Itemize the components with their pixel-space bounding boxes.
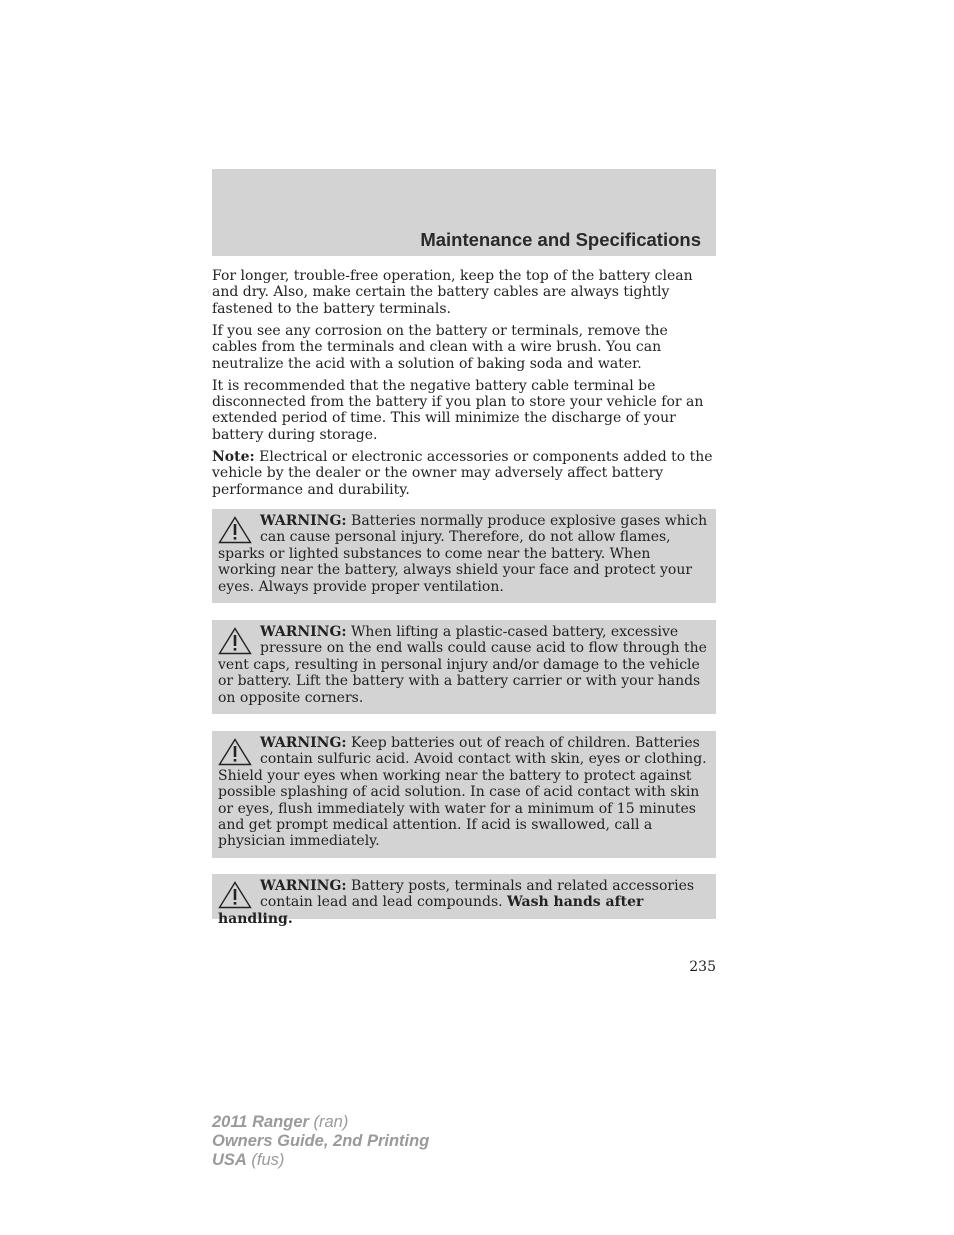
warning-box xyxy=(212,620,716,714)
warning-triangle-icon xyxy=(218,627,252,655)
footer-model-code: (ran) xyxy=(308,1113,349,1131)
footer xyxy=(212,1113,429,1170)
footer-region-code: (fus) xyxy=(246,1151,285,1169)
warning-body: Batteries normally produce explosive gases which can cause personal injury. Therefore, do not allow flames, sparks or lighted substances to come near the battery. When working near the battery, always shield your face and protect your eyes. Always provide proper ventilation. xyxy=(218,513,708,595)
warning-box xyxy=(212,874,716,927)
note-label: Note: xyxy=(212,448,255,465)
warning-label: WARNING: xyxy=(260,735,347,751)
paragraph: For longer, trouble-free operation, keep the top of the battery clean and dry. Also, make certain the battery cables are always tightly fastened to the battery terminals. xyxy=(212,268,693,317)
warning-label: WARNING: xyxy=(260,513,347,529)
body-text xyxy=(212,268,716,504)
warning-text xyxy=(218,735,708,850)
warning-text xyxy=(218,878,708,927)
warning-body: Keep batteries out of reach of children. Batteries contain sulfuric acid. Avoid contact with skin, eyes or clothing. Shield your eyes when working near the battery to protect against possible splashing of acid solution. In case of acid contact with skin or eyes, flush immediately with water for a minimum of 15 minutes and get prompt medical attention. If acid is swallowed, call a physician immediately. xyxy=(218,735,707,850)
warning-box xyxy=(212,509,716,603)
page-number: 235 xyxy=(689,959,716,975)
warning-label: WARNING: xyxy=(260,624,347,640)
footer-line-guide xyxy=(212,1132,429,1151)
warning-body: When lifting a plastic-cased battery, excessive pressure on the end walls could cause acid to flow through the vent caps, resulting in personal injury and/or damage to the vehicle or battery. Lift the battery with a battery carrier or with your hands on opposite corners. xyxy=(218,624,707,706)
note-paragraph xyxy=(212,449,716,498)
footer-model: 2011 Ranger xyxy=(212,1113,309,1131)
warning-emphasis: Wash hands after handling. xyxy=(218,894,644,927)
warning-triangle-icon xyxy=(218,738,252,766)
warning-box xyxy=(212,731,716,858)
paragraph: If you see any corrosion on the battery or terminals, remove the cables from the terminals and clean with a wire brush. You can neutralize the acid with a solution of baking soda and water. xyxy=(212,322,668,372)
footer-line-model xyxy=(212,1113,429,1132)
warning-label: WARNING: xyxy=(260,878,347,894)
footer-line-region xyxy=(212,1151,429,1170)
warning-triangle-icon xyxy=(218,516,252,544)
warning-body: Battery posts, terminals and related accessories contain lead and lead compounds. xyxy=(260,878,695,911)
section-header-band xyxy=(212,169,716,256)
footer-region: USA xyxy=(212,1151,247,1169)
footer-guide: Owners Guide, 2nd Printing xyxy=(212,1132,430,1150)
warning-text xyxy=(218,513,708,595)
warning-triangle-icon xyxy=(218,881,252,909)
warning-text xyxy=(218,624,708,706)
section-title: Maintenance and Specifications xyxy=(420,229,701,250)
paragraph: It is recommended that the negative battery cable terminal be disconnected from the battery if you plan to store your vehicle for an extended period of time. This will minimize the discharge of your battery during storage. xyxy=(212,377,704,443)
note-text: Electrical or electronic accessories or components added to the vehicle by the dealer or the owner may adversely affect battery performance and durability. xyxy=(212,448,713,498)
